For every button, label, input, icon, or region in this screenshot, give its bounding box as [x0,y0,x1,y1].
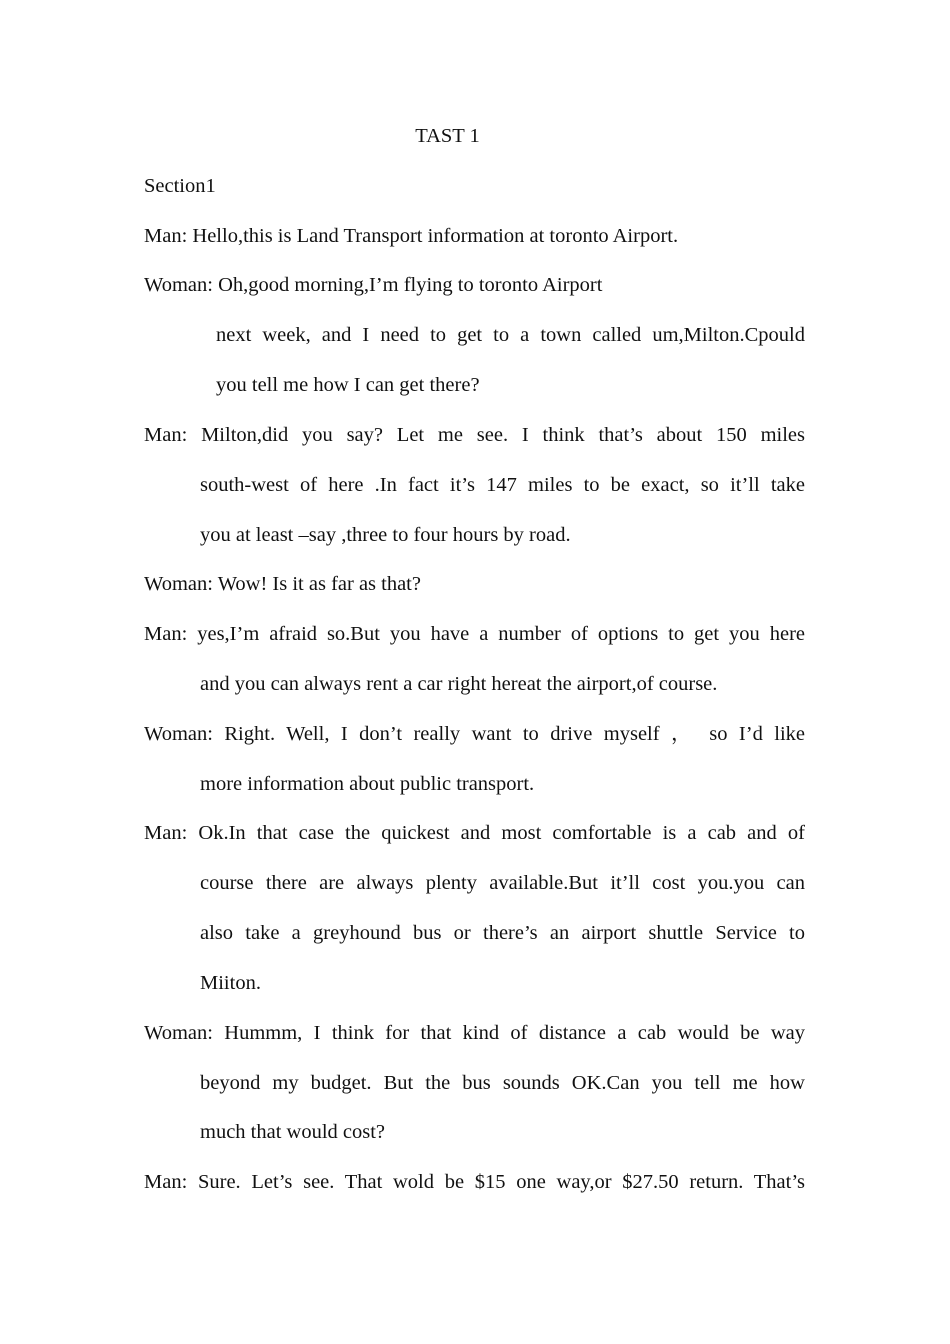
dialogue-line: Woman: Wow! Is it as far as that? [144,573,421,595]
dialogue-line: Man: yes,I’m afraid so.But you have a number of options to get you here [144,623,805,645]
section-heading: Section1 [144,175,216,197]
dialogue-line: Woman: Oh,good morning,I’m flying to toronto Airport [144,274,603,296]
dialogue-line: Man: Ok.In that case the quickest and most comfortable is a cab and of [144,822,805,844]
dialogue-line: Man: Sure. Let’s see. That wold be $15 one way,or $27.50 return. That’s [144,1171,805,1193]
dialogue-line: beyond my budget. But the bus sounds OK.Can you tell me how [200,1072,805,1094]
dialogue-line: course there are always plenty available.But it’ll cost you.you can [200,872,805,894]
dialogue-line: Woman: Hummm, I think for that kind of distance a cab would be way [144,1022,805,1044]
dialogue-line: you tell me how I can get there? [216,374,480,396]
dialogue-line: Miiton. [200,972,261,994]
dialogue-line: Woman: Right. Well, I don’t really want to drive myself ， so I’d like [144,723,805,745]
dialogue-line: and you can always rent a car right hereat the airport,of course. [200,673,718,695]
dialogue-line: much that would cost? [200,1121,386,1143]
dialogue-line: Man: Hello,this is Land Transport information at toronto Airport. [144,225,679,247]
dialogue-line: also take a greyhound bus or there’s an airport shuttle Service to [200,922,805,944]
dialogue-line: Man: Milton,did you say? Let me see. I think that’s about 150 miles [144,424,805,446]
page-title: TAST 1 [415,125,480,147]
dialogue-line: south-west of here .In fact it’s 147 miles to be exact, so it’ll take [200,474,805,496]
dialogue-line: more information about public transport. [200,773,535,795]
dialogue-line: you at least –say ,three to four hours by road. [200,524,571,546]
dialogue-line: next week, and I need to get to a town called um,Milton.Cpould [216,324,805,346]
